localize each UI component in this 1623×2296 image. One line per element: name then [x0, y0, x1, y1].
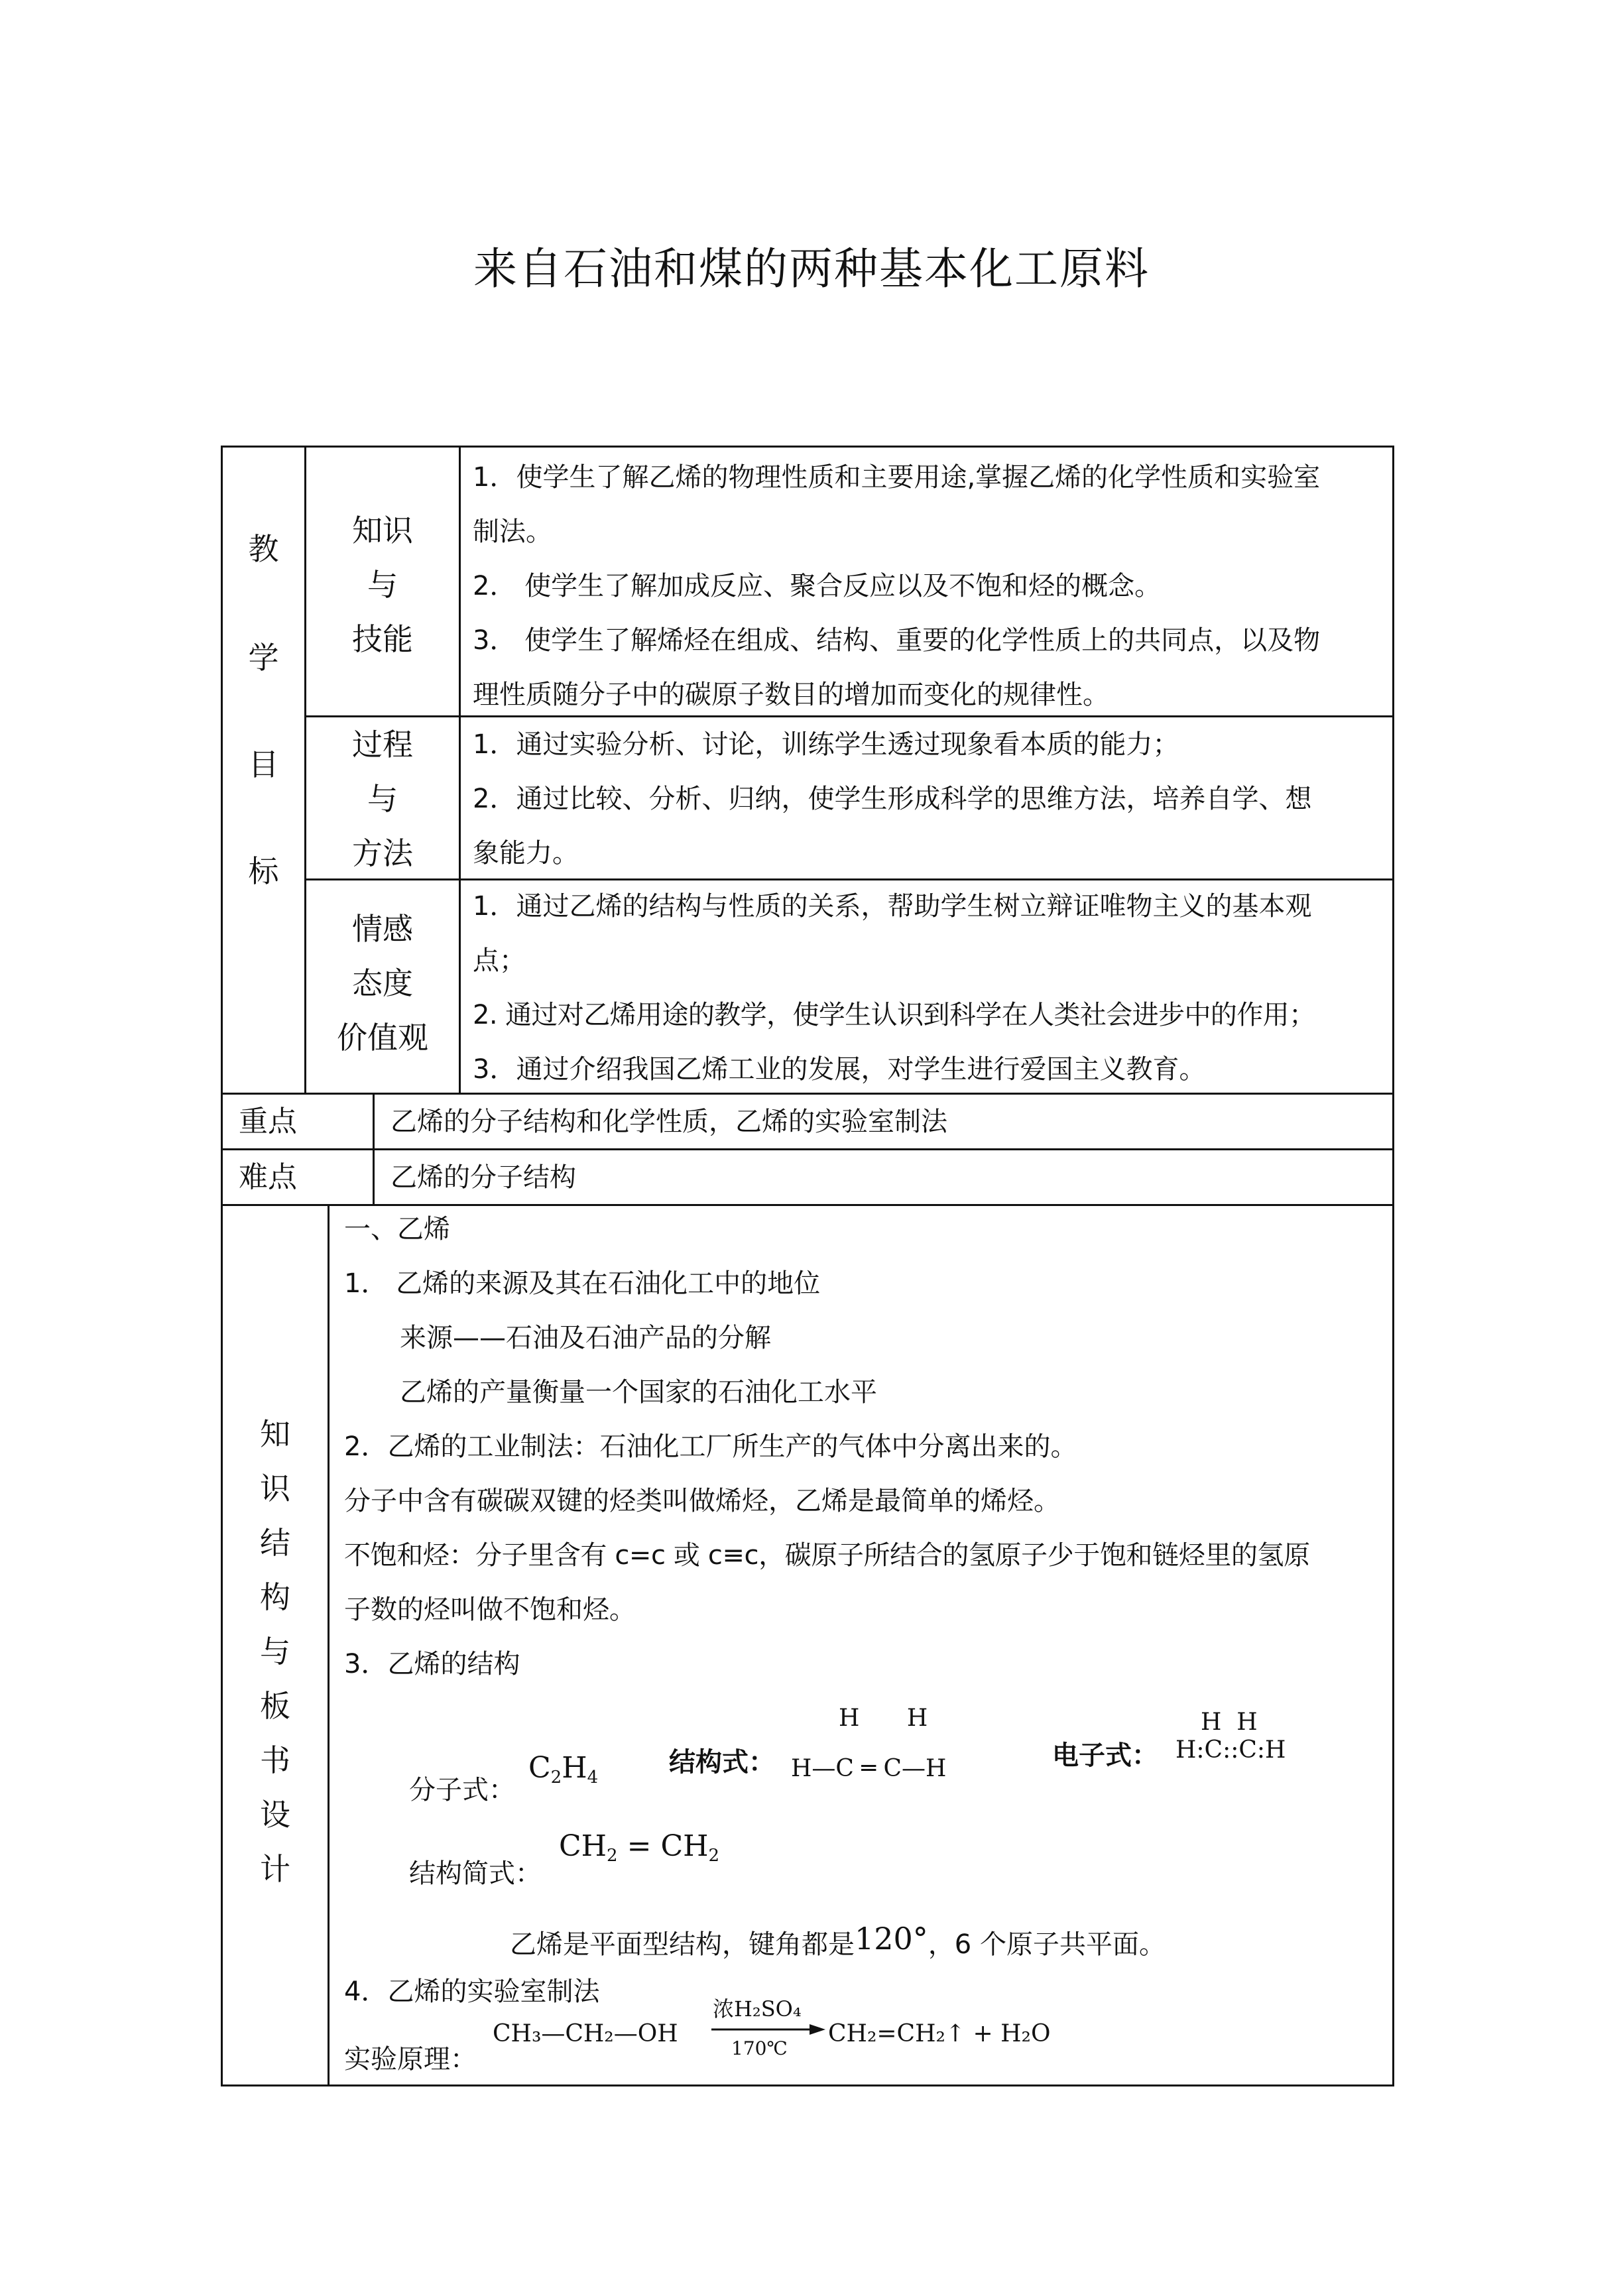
difficulty-text: 乙烯的分子结构	[391, 1162, 576, 1193]
label-char: 构	[260, 1579, 290, 1615]
reaction-condition-top: 浓H₂SO₄	[713, 1996, 802, 2022]
molecular-formula: $C_2H_4$	[528, 1751, 599, 1787]
process-methods-label-cell	[304, 715, 461, 880]
knowledge-skills-label	[306, 503, 459, 666]
label-line: 知识	[352, 513, 413, 548]
process-methods-label	[306, 717, 459, 880]
process-methods-content-cell	[459, 715, 1394, 880]
objective-line: 2. 通过对乙烯用途的教学，使学生认识到科学在人类社会进步中的作用；	[473, 1000, 1315, 1030]
label-line: 与	[367, 567, 398, 603]
content-line: 分子中含有碳碳双键的烃类叫做烯烃，乙烯是最简单的烯烃。	[344, 1486, 1060, 1516]
principle-label: 实验原理：	[344, 2044, 477, 2075]
content-line: 2．乙烯的工业制法：石油化工厂所生产的气体中分离出来的。	[344, 1431, 1077, 1462]
label-char: 设	[260, 1797, 290, 1833]
difficulty-content-cell	[373, 1148, 1394, 1206]
objective-line: 2． 使学生了解加成反应、聚合反应以及不饱和烃的概念。	[473, 571, 1162, 601]
structure-label-cell	[221, 1204, 330, 2086]
molecular-formula-label: 分子式：	[409, 1775, 515, 1805]
content-line: 3．乙烯的结构	[344, 1649, 520, 1679]
electron-formula-top: H H	[1201, 1709, 1258, 1736]
label-char: 结	[260, 1525, 290, 1561]
objective-line: 3．通过介绍我国乙烯工业的发展，对学生进行爱国主义教育。	[473, 1054, 1206, 1085]
objectives-outer-label-cell	[221, 446, 306, 1095]
label-line: 过程	[352, 727, 413, 762]
structure-content-cell	[328, 1204, 1394, 2086]
label-line: 态度	[352, 965, 413, 1001]
label-char: 与	[260, 1634, 290, 1669]
content-line: 来源——石油及石油产品的分解	[400, 1323, 771, 1353]
document-title: 来自石油和煤的两种基本化工原料	[473, 243, 1150, 294]
objectives-label-char: 标	[248, 853, 279, 889]
objective-line: 点；	[473, 945, 526, 976]
content-line: 1． 乙烯的来源及其在石油化工中的地位	[344, 1268, 821, 1299]
simplified-formula-label: 结构简式：	[409, 1858, 542, 1889]
content-line: 子数的烃叫做不饱和烃。	[344, 1595, 636, 1625]
electron-formula-label: 电子式：	[1052, 1740, 1158, 1771]
knowledge-skills-label-cell	[304, 446, 461, 717]
label-char: 板	[260, 1688, 290, 1724]
knowledge-skills-text	[461, 450, 1392, 722]
emotion-values-content-cell	[459, 878, 1394, 1095]
label-char: 知	[260, 1416, 290, 1452]
emotion-values-label	[306, 902, 459, 1065]
electron-formula-main: H:C::C:H	[1175, 1736, 1286, 1764]
objective-line: 制法。	[473, 516, 552, 547]
emotion-values-label-cell	[304, 878, 461, 1095]
key-point-label: 重点	[239, 1105, 297, 1138]
objective-line: 3． 使学生了解烯烃在组成、结构、重要的化学性质上的共同点，以及物	[473, 625, 1321, 656]
knowledge-skills-content-cell	[459, 446, 1394, 717]
label-char: 计	[260, 1851, 290, 1887]
label-line: 与	[367, 781, 398, 817]
objective-line: 理性质随分子中的碳原子数目的增加而变化的规律性。	[473, 680, 1109, 710]
difficulty-label: 难点	[239, 1160, 297, 1194]
structure-label	[223, 1407, 328, 1896]
reactant: CH₃—CH₂—OH	[493, 2020, 678, 2047]
content-line: 不饱和烃：分子里含有 c=c 或 c≡c，碳原子所结合的氢原子少于饱和链烃里的氢原	[344, 1540, 1310, 1571]
objective-line: 1．通过实验分析、讨论，训练学生透过现象看本质的能力；	[473, 729, 1179, 760]
structural-formula-label: 结构式：	[669, 1747, 775, 1778]
simplified-formula: $CH_2 = CH_2$	[559, 1829, 720, 1866]
process-methods-text	[461, 717, 1392, 880]
objective-line: 象能力。	[473, 838, 579, 869]
label-line: 方法	[352, 835, 413, 871]
reaction-condition-bottom: 170℃	[731, 2037, 788, 2059]
label-line: 情感	[352, 911, 413, 947]
reaction-arrow	[710, 2022, 827, 2037]
planar-structure-line: 乙烯是平面型结构，键角都是120°，6 个原子共平面。	[510, 1921, 1166, 1960]
label-char: 识	[260, 1471, 290, 1506]
label-line: 技能	[352, 621, 413, 657]
objective-line: 1．通过乙烯的结构与性质的关系，帮助学生树立辩证唯物主义的基本观	[473, 891, 1312, 922]
key-point-text: 乙烯的分子结构和化学性质，乙烯的实验室制法	[391, 1107, 947, 1137]
content-line: 乙烯的产量衡量一个国家的石油化工水平	[400, 1377, 877, 1408]
objectives-label-char: 学	[248, 640, 279, 676]
objective-line: 2．通过比较、分析、归纳，使学生形成科学的思维方法，培养自学、想	[473, 784, 1312, 814]
key-point-label-cell	[221, 1093, 375, 1150]
objectives-label-char: 教	[248, 531, 279, 567]
key-point-content-cell	[373, 1093, 1394, 1150]
difficulty-label-cell	[221, 1148, 375, 1206]
section-heading: 一、乙烯	[344, 1214, 450, 1244]
objective-line: 1．使学生了解乙烯的物理性质和主要用途,掌握乙烯的化学性质和实验室	[473, 462, 1321, 493]
product: CH₂=CH₂↑ + H₂O	[828, 2020, 1051, 2047]
emotion-values-text	[461, 879, 1392, 1097]
objectives-label-char: 目	[248, 747, 279, 782]
label-line: 价值观	[337, 1020, 428, 1056]
label-char: 书	[260, 1742, 290, 1778]
structural-formula-main: H—C ═ C—H	[791, 1755, 947, 1782]
bond-angle: 120°	[855, 1921, 928, 1957]
lab-prep-heading: 4．乙烯的实验室制法	[344, 1976, 600, 2007]
structural-formula-top: H H	[839, 1705, 948, 1732]
